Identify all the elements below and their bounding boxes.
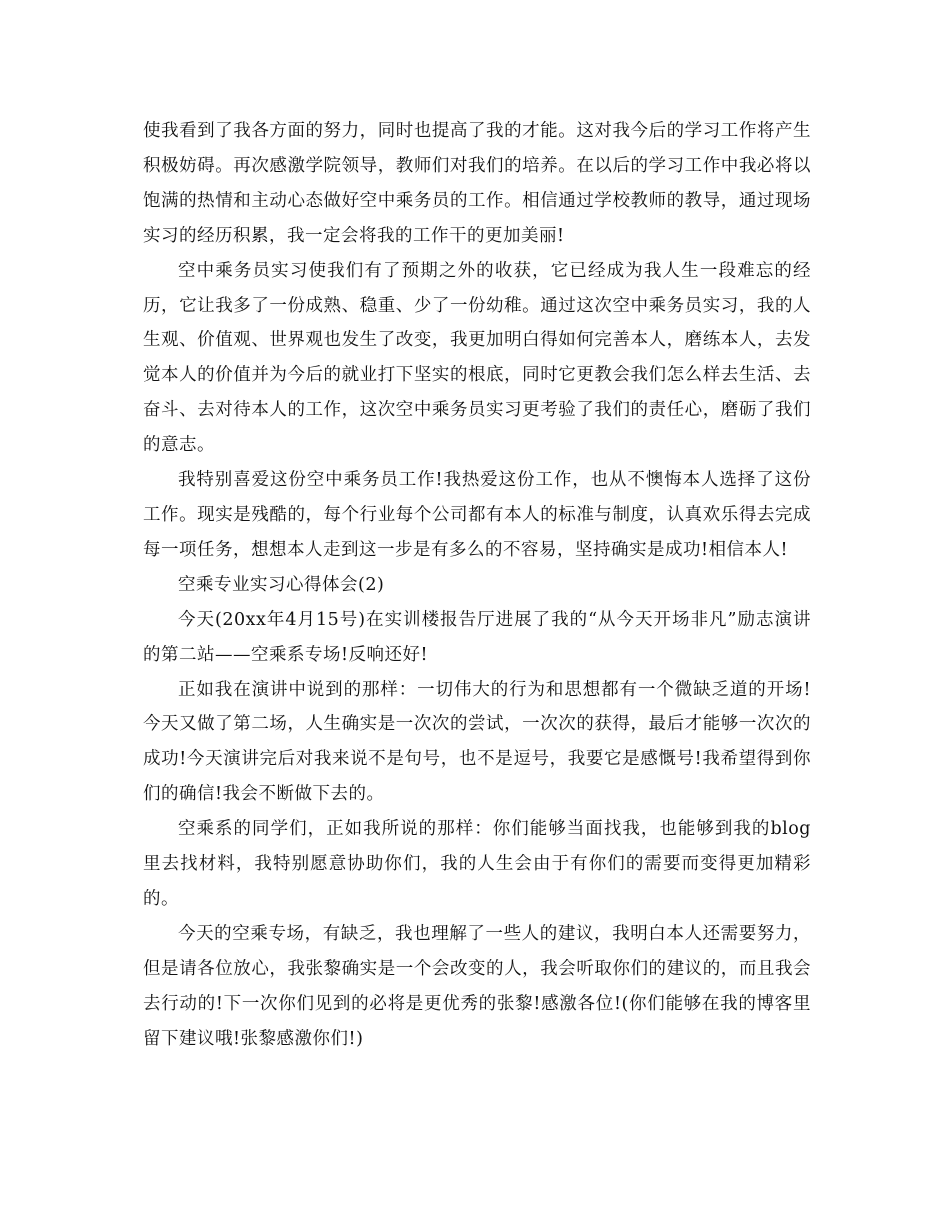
paragraph: 正如我在演讲中说到的那样：一切伟大的行为和思想都有一个微缺乏道的开场!今天又做了第二场，人生确实是一次次的尝试，一次次的获得，最后才能够一次次的成功!今天演讲完后对我来说不是句号，也不是逗号，我要它是感慨号!我希望得到你们的确信!我会不断做下去的。 xyxy=(143,679,811,805)
paragraph-continuation: 使我看到了我各方面的努力，同时也提高了我的才能。这对我今后的学习工作将产生积极妨碍。再次感激学院领导，教师们对我们的培养。在以后的学习工作中我必将以饱满的热情和主动心态做好空中乘务员的工作。相信通过学校教师的教导，通过现场实习的经历积累，我一定会将我的工作干的更加美丽! xyxy=(143,121,811,246)
section-heading: 空乘专业实习心得体会(2) xyxy=(178,574,385,595)
document-body xyxy=(143,114,811,1056)
paragraph: 今天的空乘专场，有缺乏，我也理解了一些人的建议，我明白本人还需要努力，但是请各位放心，我张黎确实是一个会改变的人，我会听取你们的建议的，而且我会去行动的!下一次你们见到的必将是更优秀的张黎!感激各位!(你们能够在我的博客里留下建议哦!张黎感激你们!) xyxy=(143,923,811,1049)
paragraph: 空乘系的同学们，正如我所说的那样：你们能够当面找我，也能够到我的blog里去找材料，我特别愿意协助你们，我的人生会由于有你们的需要而变得更加精彩的。 xyxy=(143,819,811,909)
paragraph: 今天(20xx年4月15号)在实训楼报告厅进展了我的“从今天开场非凡”励志演讲的第二站——空乘系专场!反响还好! xyxy=(143,609,811,665)
paragraph: 我特别喜爱这份空中乘务员工作!我热爱这份工作，也从不懊悔本人选择了这份工作。现实是残酷的，每个行业每个公司都有本人的标准与制度，认真欢乐得去完成每一项任务，想想本人走到这一步是有多么的不容易，坚持确实是成功!相信本人! xyxy=(143,470,811,560)
paragraph: 空中乘务员实习使我们有了预期之外的收获，它已经成为我人生一段难忘的经历，它让我多了一份成熟、稳重、少了一份幼稚。通过这次空中乘务员实习，我的人生观、价值观、世界观也发生了改变，我更加明白得如何完善本人，磨练本人，去发觉本人的价值并为今后的就业打下坚实的根底，同时它更教会我们怎么样去生活、去奋斗、去对待本人的工作，这次空中乘务员实习更考验了我们的责任心，磨砺了我们的意志。 xyxy=(143,260,811,456)
